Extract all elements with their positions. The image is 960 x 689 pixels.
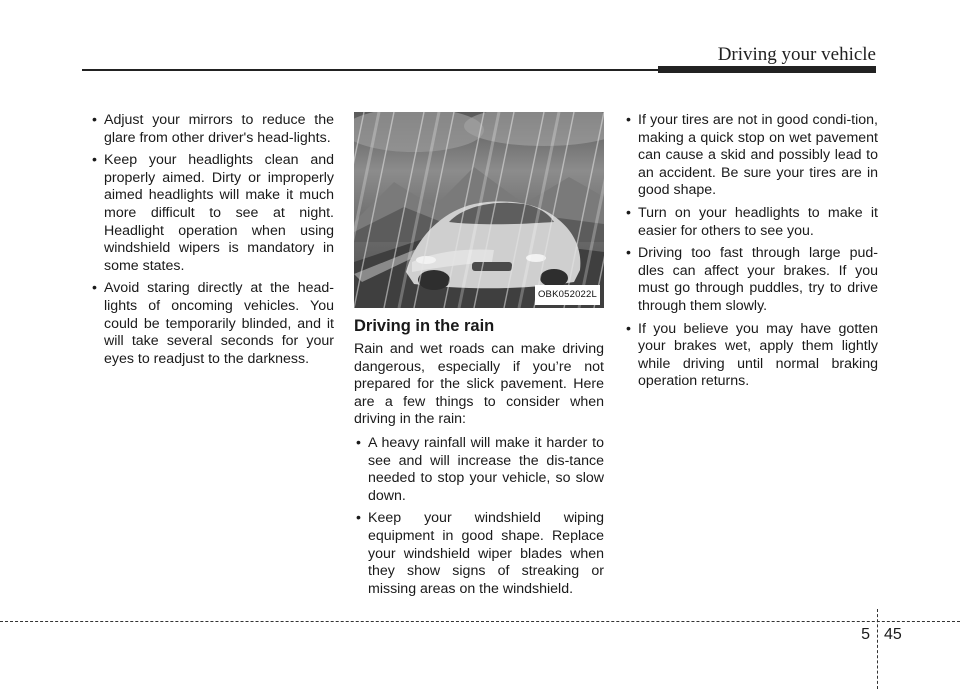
header-rule	[82, 69, 658, 71]
car-in-rain-icon	[354, 112, 604, 308]
bullet-list	[624, 112, 878, 391]
list-item: • Keep your headlights clean and properly aimed. Dirty or improperly aimed headlights will make it much more difficult to see at night. Headlight operation when using windshield wipers is mandatory in some states.	[90, 152, 334, 275]
list-item: • If you believe you may have gotten your brakes wet, apply them lightly while driving until normal braking operation returns.	[624, 321, 878, 391]
column-right	[624, 112, 878, 396]
page-number: 45	[884, 626, 902, 643]
rain-driving-illustration	[354, 112, 604, 308]
list-item: • If your tires are not in good condi-tion, making a quick stop on wet pavement can cause a skid and possibly lead to an accident. Be sure your tires are in good shape.	[624, 112, 878, 200]
figure-code: OBK052022L	[535, 285, 600, 305]
chapter-number: 5	[861, 626, 870, 643]
bullet-list	[354, 435, 604, 598]
header-title: Driving your vehicle	[717, 44, 876, 65]
list-item: • Keep your windshield wiping equipment in good shape. Replace your windshield wiper blades when they show signs of streaking or missing areas on the windshield.	[354, 510, 604, 598]
section-intro: Rain and wet roads can make driving dangerous, especially if you’re not prepared for the slick pavement. Here are a few things to consider when driving in the rain:	[354, 341, 604, 428]
list-item: • Driving too fast through large pud-dles can affect your brakes. If you must go through puddles, try to drive through them slowly.	[624, 245, 878, 315]
header-rule-accent	[658, 66, 876, 73]
footer-rule	[0, 621, 960, 622]
list-item: • Turn on your headlights to make it easier for others to see you.	[624, 205, 878, 240]
list-item: • A heavy rainfall will make it harder to see and will increase the dis-tance needed to stop your vehicle, so slow down.	[354, 435, 604, 505]
list-item: • Adjust your mirrors to reduce the glare from other driver's head-lights.	[90, 112, 334, 147]
list-item: • Avoid staring directly at the head-lights of oncoming vehicles. You could be temporarily blinded, and it will take several seconds for your eyes to readjust to the darkness.	[90, 280, 334, 368]
section-heading: Driving in the rain	[354, 317, 495, 335]
footer-divider	[877, 609, 878, 689]
column-middle	[354, 112, 604, 603]
bullet-list	[90, 112, 334, 368]
column-left	[90, 112, 334, 373]
